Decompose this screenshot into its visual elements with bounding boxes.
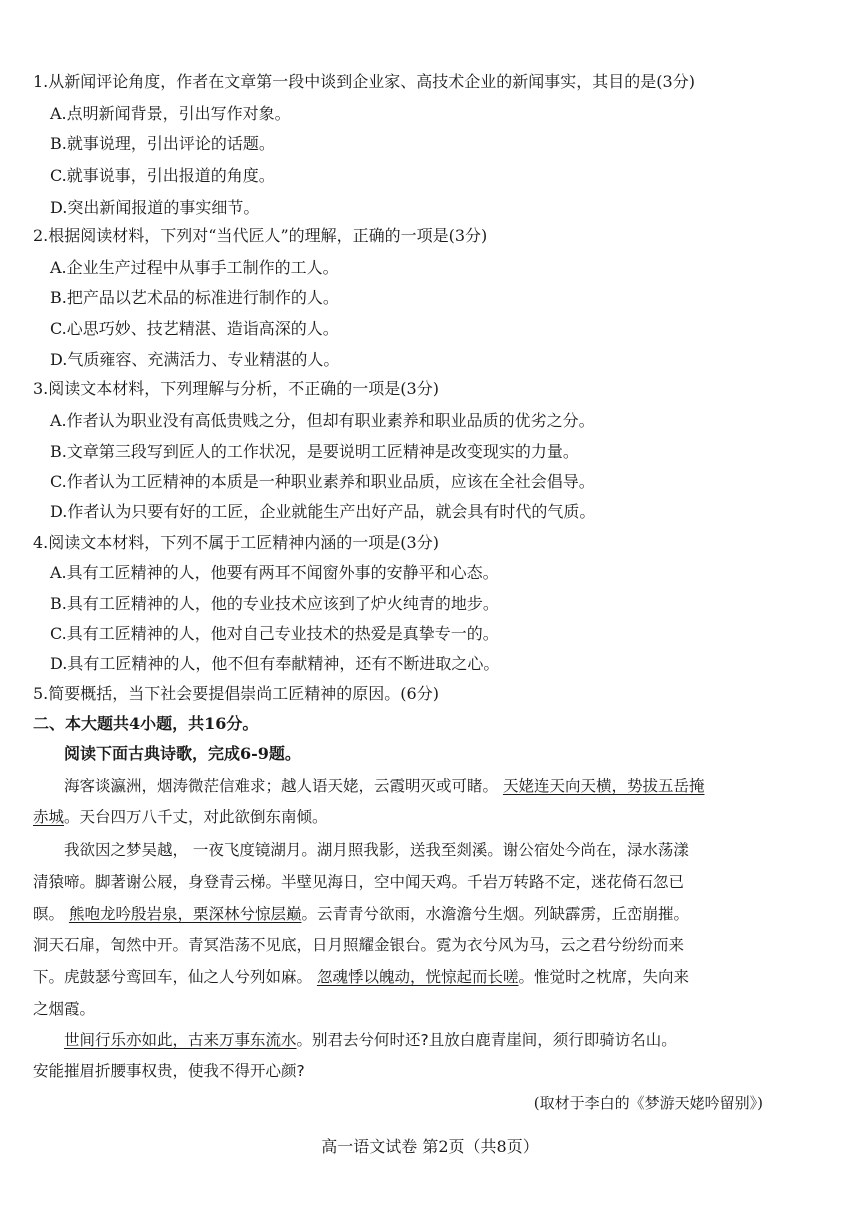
question-2-stem: 2.根据阅读材料，下列对“当代匠人”的理解，正确的一项是(3分) bbox=[33, 226, 488, 245]
question-1-option-d: D.突出新闻报道的事实细节。 bbox=[50, 198, 260, 217]
question-4-option-a: A.具有工匠精神的人，他要有两耳不闻窗外事的安静平和心态。 bbox=[50, 563, 499, 582]
poem-source: (取材于李白的《梦游天姥吟留别》) bbox=[533, 1094, 763, 1112]
poem-line: 洞天石扉，訇然中开。青冥浩荡不见底，日月照耀金银台。霓为衣兮风为马，云之君兮纷纷而来 bbox=[33, 936, 685, 954]
underlined-phrase: 忽魂悸以魄动，恍惊起而长嗟 bbox=[316, 968, 519, 986]
question-3-option-c: C.作者认为工匠精神的本质是一种职业素养和职业品质，应该在全社会倡导。 bbox=[50, 472, 595, 491]
section-instruction: 阅读下面古典诗歌，完成6-9题。 bbox=[64, 744, 301, 763]
poem-line: 世间行乐亦如此，古来万事东流水。别君去兮何时还?且放白鹿青崖间，须行即骑访名山。 bbox=[64, 1031, 677, 1049]
question-3-option-d: D.作者认为只要有好的工匠，企业就能生产出好产品，就会具有时代的气质。 bbox=[50, 502, 596, 521]
poem-line: 清猿啼。脚著谢公屐，身登青云梯。半壁见海日，空中闻天鸡。千岩万转路不定，迷花倚石忽已 bbox=[33, 873, 685, 891]
question-3-option-a: A.作者认为职业没有高低贵贱之分，但却有职业素养和职业品质的优劣之分。 bbox=[50, 411, 595, 430]
underlined-phrase: 天姥连天向天横，势拔五岳掩 bbox=[502, 777, 705, 795]
question-2-option-b: B.把产品以艺术品的标准进行制作的人。 bbox=[50, 288, 339, 307]
poem-line: 下。虎鼓瑟兮鸾回车，仙之人兮列如麻。 忽魂悸以魄动，恍惊起而长嗟。惟觉时之枕席，失向来 bbox=[33, 968, 689, 986]
poem-line: 之烟霞。 bbox=[33, 1000, 96, 1018]
question-1-option-c: C.就事说事，引出报道的角度。 bbox=[50, 166, 275, 185]
question-5-stem: 5.简要概括，当下社会要提倡崇尚工匠精神的原因。(6分) bbox=[33, 684, 439, 703]
page-footer: 高一语文试卷 第2页（共8页） bbox=[321, 1137, 539, 1156]
poem-line: 暝。 熊咆龙吟殷岩泉，栗深林兮惊层巅。云青青兮欲雨，水澹澹兮生烟。列缺霹雳，丘峦崩摧。 bbox=[33, 905, 689, 923]
question-4-option-d: D.具有工匠精神的人，他不但有奉献精神，还有不断进取之心。 bbox=[50, 654, 500, 673]
question-4-option-c: C.具有工匠精神的人，他对自己专业技术的热爱是真挚专一的。 bbox=[50, 624, 499, 643]
question-2-option-d: D.气质雍容、充满活力、专业精湛的人。 bbox=[50, 350, 340, 369]
poem-line: 赤城。天台四万八千丈，对此欲倒东南倾。 bbox=[33, 808, 328, 826]
question-3-stem: 3.阅读文本材料，下列理解与分析，不正确的一项是(3分) bbox=[33, 379, 439, 398]
question-4-stem: 4.阅读文本材料，下列不属于工匠精神内涵的一项是(3分) bbox=[33, 533, 439, 552]
poem-line: 安能摧眉折腰事权贵，使我不得开心颜? bbox=[33, 1062, 305, 1080]
poem-line: 我欲因之梦吴越， 一夜飞度镜湖月。湖月照我影，送我至剡溪。谢公宿处今尚在，渌水荡漾 bbox=[64, 841, 689, 859]
question-1-stem: 1.从新闻评论角度，作者在文章第一段中谈到企业家、高技术企业的新闻事实，其目的是(3分) bbox=[33, 72, 695, 91]
underlined-phrase: 世间行乐亦如此，古来万事东流水 bbox=[64, 1031, 297, 1049]
question-1-option-a: A.点明新闻背景，引出写作对象。 bbox=[50, 104, 291, 123]
question-1-option-b: B.就事说理，引出评论的话题。 bbox=[50, 134, 275, 153]
poem-line: 海客谈瀛洲，烟涛微茫信难求；越人语天姥，云霞明灭或可睹。 天姥连天向天横，势拔五岳掩 bbox=[64, 777, 705, 795]
underlined-phrase: 赤城 bbox=[33, 808, 65, 826]
question-3-option-b: B.文章第三段写到匠人的工作状况，是要说明工匠精神是改变现实的力量。 bbox=[50, 442, 579, 461]
question-2-option-a: A.企业生产过程中从事手工制作的工人。 bbox=[50, 258, 339, 277]
underlined-phrase: 熊咆龙吟殷岩泉，栗深林兮惊层巅 bbox=[68, 905, 302, 923]
section-heading: 二、本大题共4小题，共16分。 bbox=[33, 714, 259, 733]
question-4-option-b: B.具有工匠精神的人，他的专业技术应该到了炉火纯青的地步。 bbox=[50, 594, 499, 613]
question-2-option-c: C.心思巧妙、技艺精湛、造诣高深的人。 bbox=[50, 319, 339, 338]
